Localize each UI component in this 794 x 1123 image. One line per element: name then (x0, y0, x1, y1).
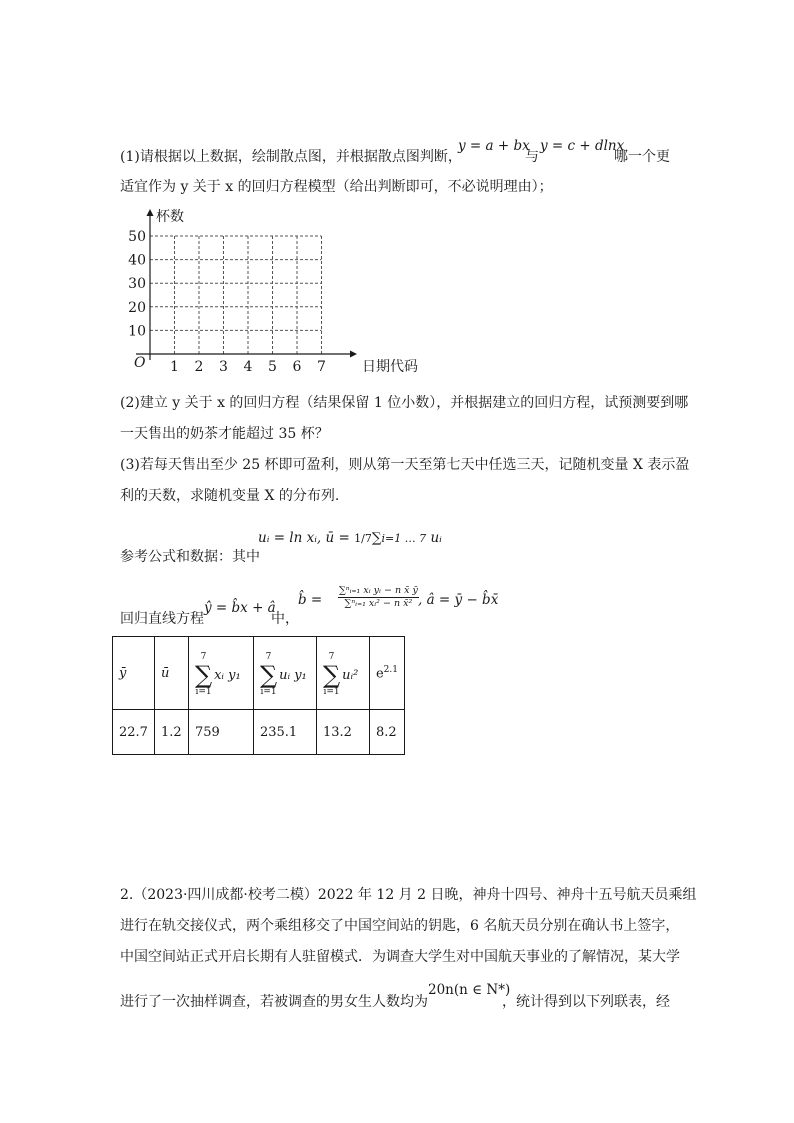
b-hat-fraction (338, 585, 419, 610)
problem2-line4-b: ，统计得到以下列联表，经 (502, 994, 670, 1010)
origin-label: O (134, 355, 146, 371)
value-exp: 8.2 (369, 710, 404, 755)
x-tick-label: 6 (292, 359, 302, 375)
y-tick-label: 10 (128, 323, 146, 340)
q1-line2: 适宜作为 y 关于 x 的回归方程模型（给出判断即可，不必说明理由）； (120, 179, 553, 195)
model-b-formula: y = c + dlnx (540, 138, 625, 154)
header-sum-uy: 7 ∑ i=1 uᵢ y₁ (253, 637, 316, 710)
scatter-chart (118, 202, 418, 378)
reference-intro: 参考公式和数据：其中 (120, 549, 260, 565)
q3-line1: (3)若每天售出至少 25 杯即可盈利，则从第一天至第七天中任选三天，记随机变量 X 表示盈 (120, 457, 690, 473)
table-row (113, 710, 405, 755)
x-axis-label: 日期代码 (362, 359, 418, 375)
b-numerator: ∑ⁿᵢ₌₁ xᵢ yᵢ − n x̄ ȳ (339, 585, 418, 596)
q1-line1-tail: 哪一个更 (614, 149, 670, 165)
problem2-line1: 2.（2023·四川成都·校考二模）2022 年 12 月 2 日晚，神舟十四号、神舟十五号航天员乘组 (120, 887, 697, 903)
regression-equation: ŷ = b̂x + â (204, 600, 276, 616)
b-hat-label: b̂ = (298, 592, 323, 608)
q3-line2: 利的天数，求随机变量 X 的分布列. (120, 488, 340, 504)
u-definition: uᵢ = ln xᵢ, ū = 1/7∑i=1 … 7 uᵢ (258, 530, 442, 546)
x-tick-label: 4 (243, 359, 253, 375)
q1-line1: (1)请根据以上数据，绘制散点图，并根据散点图判断， (120, 149, 462, 165)
header-ubar: ū (154, 637, 188, 710)
x-tick-label: 1 (170, 359, 179, 375)
q2-line2: 一天售出的奶茶才能超过 35 杯？ (120, 426, 329, 442)
value-sum-xy: 759 (188, 710, 253, 755)
x-tick-label: 7 (317, 359, 326, 375)
chart-axes (136, 209, 357, 360)
y-tick-label: 50 (128, 229, 146, 245)
header-sum-u2: 7 ∑ i=1 uᵢ² (316, 637, 369, 710)
y-tick-label: 20 (128, 299, 146, 316)
problem2-line2: 进行在轨交接仪式，两个乘组移交了中国空间站的钥匙，6 名航天员分别在确认书上签字， (120, 918, 680, 934)
x-tick-label: 2 (194, 359, 204, 375)
y-axis-label: 杯数 (156, 209, 184, 225)
header-exp: $e^{2.1}$ (369, 637, 404, 710)
x-tick-label: 5 (268, 359, 277, 375)
x-axis-arrow (350, 351, 357, 358)
connector-text: 与 (525, 149, 539, 165)
chart-grid (150, 236, 322, 354)
y-tick-label: 30 (128, 276, 146, 293)
model-a-formula: y = a + bx (458, 138, 530, 154)
problem2-formula: 20n(n ∈ N*) (428, 982, 511, 998)
value-sum-u2: 13.2 (316, 710, 369, 755)
problem2-line3: 中国空间站正式开启长期有人驻留模式．为调查大学生对中国航天事业的了解情况，某大学 (120, 949, 680, 965)
value-ybar: 22.7 (113, 710, 155, 755)
regression-intro: 回归直线方程 (120, 611, 204, 627)
regression-mid: 中， (271, 611, 299, 627)
value-sum-uy: 235.1 (253, 710, 316, 755)
value-ubar: 1.2 (154, 710, 188, 755)
header-sum-xy: 7 ∑ i=1 xᵢ y₁ (188, 637, 253, 710)
reference-table (112, 636, 405, 755)
a-hat-formula: , â = ȳ − b̂x̄ (418, 592, 499, 608)
y-tick-label: 40 (128, 252, 146, 269)
problem2-line4-a: 进行了一次抽样调查，若被调查的男女生人数均为 (120, 994, 428, 1010)
q2-line1: (2)建立 y 关于 x 的回归方程（结果保留 1 位小数），并根据建立的回归方程，试预测要到哪 (120, 395, 689, 411)
chart-ticks (128, 229, 326, 375)
header-ybar: ȳ (113, 637, 155, 710)
y-axis-arrow (147, 209, 154, 216)
x-tick-label: 3 (219, 359, 228, 375)
table-header-row (113, 637, 405, 710)
b-denominator: ∑ⁿᵢ₌₁ xᵢ² − n x̄² (344, 598, 413, 609)
